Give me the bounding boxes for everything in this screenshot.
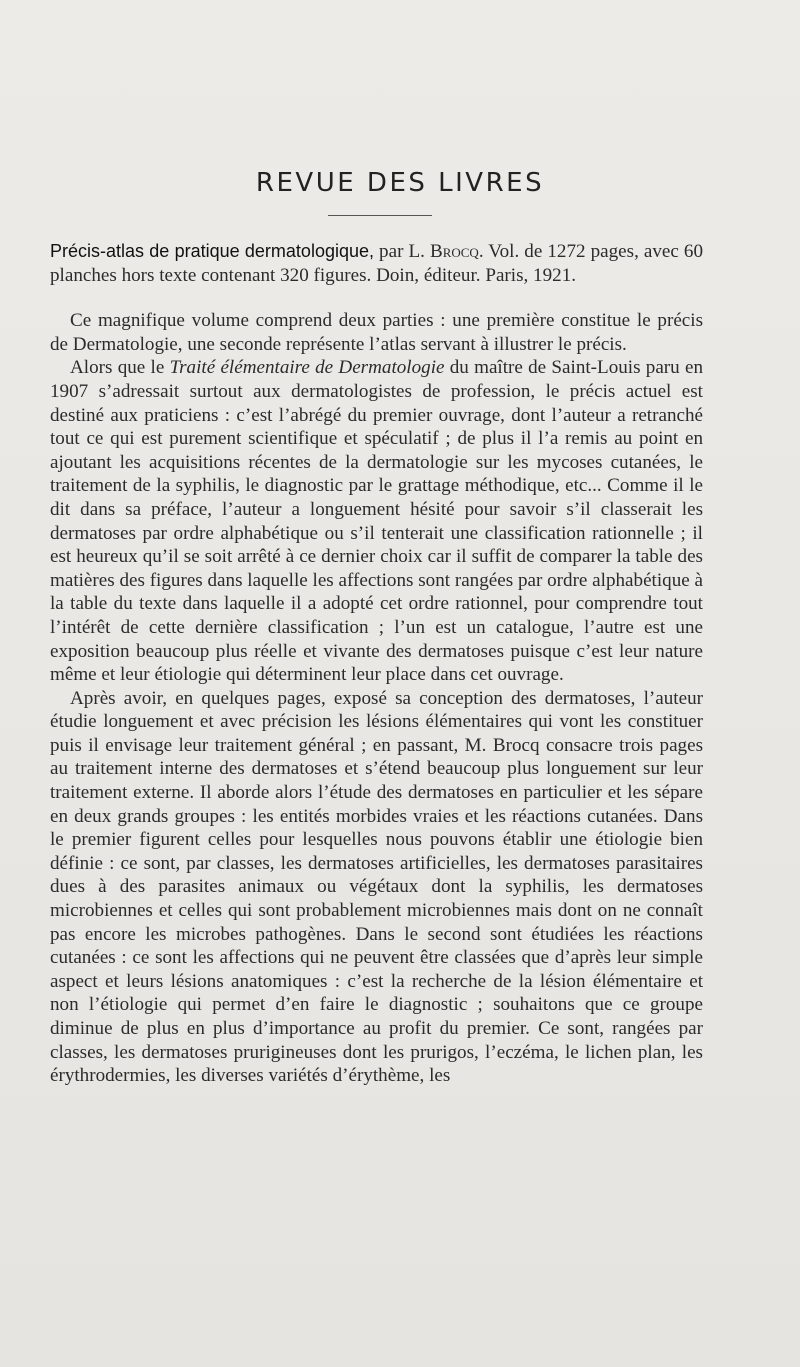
book-details: . Vol. de 1272 pages, avec 60 planches hors texte contenant 320 figures. Doin, éditeur. Paris, 1921. bbox=[50, 241, 704, 286]
cited-title: Traité élémentaire de Dermatologie bbox=[169, 357, 445, 379]
book-reference bbox=[50, 240, 703, 287]
book-author: Brocq bbox=[429, 241, 479, 262]
paragraph-1: Ce magnifique volume comprend deux parties : une première constitue le précis de Dermatologie, une seconde représente l’atlas servant à illustrer le précis. bbox=[50, 310, 703, 355]
paragraph-2-after: du maître de bbox=[444, 357, 552, 379]
title-divider bbox=[328, 215, 432, 216]
paragraph-2-lead: Alors que le bbox=[70, 357, 170, 379]
article-body bbox=[50, 240, 703, 1088]
reference-by: par L. bbox=[374, 241, 430, 262]
paragraph-3: Après avoir, en quelques pages, exposé sa conception des dermatoses, l’auteur étudie longuement et avec précision les lésions élémentaires qui vont les constituer puis il envisage leur traitement général ; en passant, M. Brocq consacre trois pages au traitement interne des dermatoses et s’étend beaucoup plus longuement sur leur traitement externe. Il aborde alors l’étude des dermatoses en particulier et les sépare en deux grands groupes : les entités morbides vraies et les réactions cutanées. Dans le premier figurent celles pour lesquelles nous pouvons établir une étiologie bien définie : ce sont, par classes, les dermatoses artificielles, les dermatoses parasitaires dues à des parasites animaux ou végétaux dont la syphilis, les dermatoses microbiennes et celles qui sont probablement microbiennes mais dont on ne connaît pas encore les microbes pathogènes. Dans le second sont étudiées les réactions cutanées : ce sont les affections qui ne peuvent être classées que d’après leur simple aspect et leurs lésions anatomiques : c’est la recherche de la lésion élémentaire et non l’étiologie qui permet d’en faire le diagnostic ; souhaitons que ce groupe diminue de plus en plus d’importance au profit du premier. Ce sont, rangées par classes, les dermatoses prurigineuses dont les prurigos, l’eczéma, le lichen plan, les érythrodermies, les diverses variétés d’érythème, les bbox=[50, 687, 703, 1087]
spacer bbox=[50, 287, 703, 309]
paragraph-2 bbox=[50, 356, 703, 686]
paragraph-2-rest: Saint-Louis paru en 1907 s’adressait surtout aux dermatologistes de profession, le précis actuel est destiné aux praticiens : c’est l’abrégé du premier ouvrage, dont l’auteur a retranché tout ce qui est purement scientifique et spéculatif ; de plus il l’a remis au point en ajoutant les acquisitions récentes de la dermatologie sur les mycoses cutanées, le traitement de la syphilis, le diagnostic par le grattage méthodique, etc... Comme il le dit dans sa préface, l’auteur a longuement hésité pour savoir s’il classerait les dermatoses par ordre alphabétique ou s’il tenterait une classification rationnelle ; il est heureux qu’il se soit arrêté à ce dernier choix car il suffit de comparer la table des matières des figures dans laquelle les affections sont rangées par ordre alphabétique à la table du texte dans laquelle il a adopté cet ordre rationnel, pour comprendre tout l’intérêt de cette dernière classification ; l’un est un catalogue, l’autre est une exposition beaucoup plus réelle et vivante des dermatoses puisque c’est leur nature même et leur étiologie qui déterminent leur place dans cet ouvrage. bbox=[50, 357, 703, 686]
section-title: REVUE DES LIVRES bbox=[255, 168, 545, 198]
book-title: Précis-atlas de pratique dermatologique, bbox=[50, 241, 374, 261]
